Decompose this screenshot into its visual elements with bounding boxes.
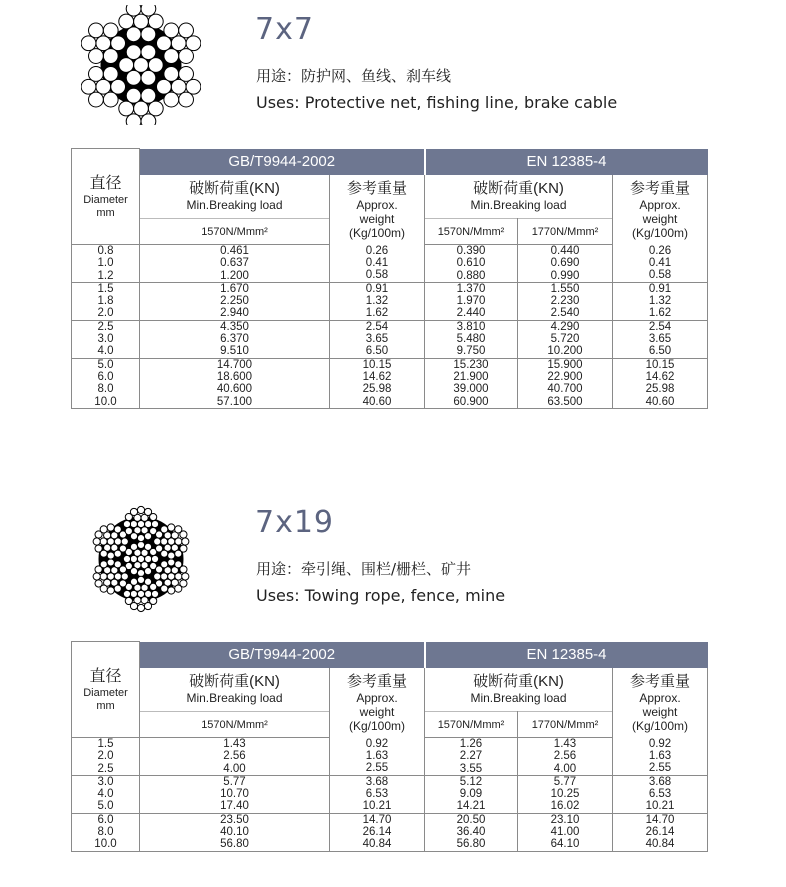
cell-value: 0.26: [648, 244, 672, 257]
cell-value: 2.54: [365, 320, 389, 333]
cell-value: 4.0: [97, 788, 114, 801]
cell-value: 0.610: [456, 257, 486, 270]
cell-value: 1.32: [365, 295, 389, 308]
diameter-header-unit: mm: [96, 206, 115, 219]
en-weight-header: [613, 668, 708, 738]
cell-value: 1.63: [648, 750, 672, 763]
cell-value: 40.700: [547, 383, 583, 396]
gb-weight-cell: [330, 738, 425, 776]
cell-value: 6.370: [220, 333, 249, 346]
cell-value: 10.0: [94, 838, 117, 851]
en-weight-cell: [613, 738, 708, 776]
cell-value: 16.02: [550, 800, 580, 813]
usage-english: Uses: Protective net, fishing line, brake cable: [256, 93, 618, 112]
en-strength-1770: 1770N/Mmm²: [518, 219, 613, 245]
cell-value: 2.55: [648, 762, 672, 775]
cell-value: 1.62: [648, 307, 672, 320]
weight-en1: Approx.: [639, 197, 681, 212]
cell-value: 2.230: [550, 295, 580, 308]
cell-value: 1.370: [456, 282, 486, 295]
weight-en2: weight: [359, 211, 395, 226]
gb-strength-1570: 1570N/Mmm²: [140, 712, 330, 738]
cell-value: 14.70: [645, 813, 675, 826]
cell-value: 2.27: [459, 750, 483, 763]
cell-value: 4.0: [97, 345, 114, 358]
cell-value: 1.670: [220, 282, 249, 295]
cell-value: 5.480: [456, 333, 486, 346]
diameter-header: [72, 642, 140, 738]
cell-value: 10.21: [362, 800, 392, 813]
en-1770-cell: [518, 775, 613, 813]
cell-value: 2.5: [97, 762, 114, 775]
cell-value: 23.50: [220, 813, 249, 826]
usage-chinese: 用途：牵引绳、围栏/栅栏、矿井: [256, 560, 472, 578]
en-breaking-load-header: [425, 668, 613, 712]
cell-value: 1.550: [550, 282, 580, 295]
gb-breaking-load-cell: [140, 738, 330, 776]
cell-value: 3.65: [648, 333, 672, 346]
table-row: [72, 775, 708, 813]
cell-value: 0.637: [220, 257, 249, 270]
cell-value: 10.200: [547, 345, 583, 358]
gb-breaking-load-cell: [140, 775, 330, 813]
breaking-cn: 破断荷重(KN): [189, 180, 280, 198]
cell-value: 1.5: [97, 738, 114, 750]
cell-value: 5.720: [550, 333, 580, 346]
en-1570-cell: [425, 738, 518, 776]
cell-value: 10.15: [362, 358, 392, 371]
cell-value: 56.80: [220, 838, 249, 851]
cell-value: 26.14: [362, 826, 392, 839]
cell-value: 3.68: [365, 775, 389, 788]
cell-value: 1.5: [97, 282, 114, 295]
cell-value: 10.0: [94, 395, 117, 408]
rope-7x19-cross-section-icon: [81, 499, 201, 619]
cell-value: 6.50: [365, 345, 389, 358]
cell-value: 3.68: [648, 775, 672, 788]
cell-value: 9.09: [459, 788, 483, 801]
diameter-cell: [72, 775, 140, 813]
cell-value: 0.91: [648, 282, 672, 295]
cell-value: 3.0: [97, 775, 114, 788]
cell-value: 6.53: [648, 788, 672, 801]
standard-en-header: EN 12385-4: [425, 642, 708, 668]
cell-value: 0.390: [456, 245, 486, 257]
weight-cn: 参考重量: [346, 672, 407, 690]
cell-value: 3.0: [97, 333, 114, 346]
weight-cn: 参考重量: [630, 672, 691, 690]
cell-value: 6.0: [97, 813, 114, 826]
table-row: [72, 738, 708, 776]
cell-value: 36.40: [456, 826, 486, 839]
spec-table: [71, 641, 708, 852]
cell-value: 57.100: [216, 395, 253, 408]
weight-en1: Approx.: [639, 690, 681, 705]
cell-value: 5.12: [459, 775, 483, 788]
weight-en2: weight: [359, 704, 395, 719]
cell-value: 41.00: [550, 826, 580, 839]
cell-value: 5.0: [97, 358, 114, 371]
cell-value: 1.43: [553, 738, 577, 750]
cell-value: 10.25: [550, 788, 580, 801]
weight-en1: Approx.: [356, 197, 398, 212]
breaking-cn: 破断荷重(KN): [473, 180, 564, 198]
gb-breaking-load-cell: [140, 813, 330, 851]
cell-value: 64.10: [550, 838, 580, 851]
cell-value: 10.70: [220, 788, 249, 801]
cell-value: 2.56: [553, 750, 577, 763]
cell-value: 0.91: [365, 282, 389, 295]
cell-value: 39.000: [453, 383, 489, 396]
cell-value: 40.60: [362, 395, 392, 408]
breaking-en: Min.Breaking load: [186, 691, 283, 706]
cell-value: 0.440: [550, 245, 580, 257]
en-weight-cell: [613, 775, 708, 813]
diameter-header-cn: 直径: [89, 667, 122, 685]
cell-value: 2.0: [97, 307, 114, 320]
weight-en3: (Kg/100m): [631, 225, 689, 240]
en-1570-cell: [425, 775, 518, 813]
cell-value: 9.750: [456, 345, 486, 358]
cell-value: 56.80: [456, 838, 486, 851]
cell-value: 1.2: [97, 269, 114, 282]
cell-value: 3.55: [459, 762, 483, 775]
cell-value: 22.900: [547, 370, 583, 383]
weight-cn: 参考重量: [346, 179, 407, 197]
cell-value: 4.290: [550, 320, 580, 333]
cell-value: 21.900: [453, 370, 489, 383]
cell-value: 9.510: [220, 345, 249, 358]
cell-value: 2.540: [550, 307, 580, 320]
cell-value: 4.00: [553, 762, 577, 775]
cell-value: 20.50: [456, 813, 486, 826]
cell-value: 0.990: [550, 269, 580, 282]
cell-value: 0.92: [648, 737, 672, 750]
weight-en3: (Kg/100m): [348, 225, 406, 240]
cell-value: 10.15: [645, 358, 675, 371]
cell-value: 2.56: [223, 750, 246, 763]
gb-weight-cell: [330, 775, 425, 813]
cell-value: 0.41: [648, 257, 672, 270]
cell-value: 14.62: [362, 370, 392, 383]
usage-chinese: 用途：防护网、鱼线、刹车线: [256, 67, 452, 85]
cell-value: 8.0: [97, 383, 114, 396]
cell-value: 0.26: [365, 244, 389, 257]
standard-gb-header: GB/T9944-2002: [140, 149, 425, 175]
weight-en2: weight: [642, 211, 678, 226]
cell-value: 0.92: [365, 737, 389, 750]
cell-value: 0.58: [648, 269, 672, 282]
cell-value: 8.0: [97, 826, 114, 839]
table-row: [72, 813, 708, 851]
standard-en-header: EN 12385-4: [425, 149, 708, 175]
cell-value: 6.53: [365, 788, 389, 801]
cell-value: 5.77: [553, 775, 577, 788]
weight-en3: (Kg/100m): [631, 718, 689, 733]
cell-value: 10.21: [645, 800, 675, 813]
cell-value: 2.940: [220, 307, 249, 320]
cell-value: 5.0: [97, 800, 114, 813]
weight-en1: Approx.: [356, 690, 398, 705]
en-1770-cell: [518, 738, 613, 776]
cell-value: 2.0: [97, 750, 114, 763]
cell-value: 18.600: [216, 370, 253, 383]
cell-value: 4.350: [220, 320, 249, 333]
cell-value: 17.40: [220, 800, 249, 813]
diameter-cell: [72, 738, 140, 776]
cell-value: 40.84: [362, 838, 392, 851]
cell-value: 1.200: [220, 269, 249, 282]
usage-english: Uses: Towing rope, fence, mine: [256, 586, 506, 605]
diameter-header-en: Diameter: [83, 686, 128, 699]
gb-weight-header: [330, 668, 425, 738]
cell-value: 1.62: [365, 307, 389, 320]
cell-value: 0.58: [365, 269, 389, 282]
cell-value: 14.21: [456, 800, 486, 813]
en-1770-cell: [518, 813, 613, 851]
diameter-cell: [72, 813, 140, 851]
cell-value: 1.8: [97, 295, 114, 308]
en-weight-cell: [613, 813, 708, 851]
cell-value: 3.810: [456, 320, 486, 333]
cell-value: 40.84: [645, 838, 675, 851]
breaking-en: Min.Breaking load: [186, 198, 283, 213]
standard-gb-header: GB/T9944-2002: [140, 642, 425, 668]
cell-value: 1.32: [648, 295, 672, 308]
cell-value: 40.600: [216, 383, 253, 396]
weight-cn: 参考重量: [630, 179, 691, 197]
cell-value: 25.98: [362, 383, 392, 396]
diameter-header-cn: 直径: [89, 174, 122, 192]
en-1570-cell: [425, 813, 518, 851]
cell-value: 14.70: [362, 813, 392, 826]
breaking-en: Min.Breaking load: [470, 691, 567, 706]
cell-value: 0.41: [365, 257, 389, 270]
cell-value: 23.10: [550, 813, 580, 826]
cell-value: 2.54: [648, 320, 672, 333]
cell-value: 0.880: [456, 269, 486, 282]
cell-value: 15.900: [547, 358, 583, 371]
cell-value: 4.00: [223, 762, 246, 775]
cell-value: 2.55: [365, 762, 389, 775]
cell-value: 14.700: [216, 358, 253, 371]
cell-value: 40.60: [645, 395, 675, 408]
en-strength-1570: 1570N/Mmm²: [425, 219, 518, 245]
gb-breaking-load-header: [140, 668, 330, 712]
breaking-cn: 破断荷重(KN): [473, 673, 564, 691]
cell-value: 26.14: [645, 826, 675, 839]
diameter-header-en: Diameter: [83, 193, 128, 206]
breaking-cn: 破断荷重(KN): [189, 673, 280, 691]
cell-value: 0.690: [550, 257, 580, 270]
cell-value: 14.62: [645, 370, 675, 383]
gb-strength-1570: 1570N/Mmm²: [140, 219, 330, 245]
cell-value: 15.230: [453, 358, 489, 371]
cell-value: 5.77: [223, 775, 246, 788]
cell-value: 6.0: [97, 370, 114, 383]
cell-value: 2.5: [97, 320, 114, 333]
cell-value: 1.63: [365, 750, 389, 763]
cell-value: 0.8: [97, 245, 114, 257]
cell-value: 40.10: [220, 826, 249, 839]
cell-value: 63.500: [547, 395, 583, 408]
cell-value: 3.65: [365, 333, 389, 346]
gb-weight-cell: [330, 813, 425, 851]
cell-value: 1.970: [456, 295, 486, 308]
breaking-en: Min.Breaking load: [470, 198, 567, 213]
cell-value: 1.43: [223, 738, 246, 750]
cell-value: 6.50: [648, 345, 672, 358]
diameter-header-unit: mm: [96, 699, 115, 712]
section-title: 7x7: [255, 12, 314, 47]
weight-en2: weight: [642, 704, 678, 719]
cell-value: 60.900: [453, 395, 489, 408]
cell-value: 2.440: [456, 307, 486, 320]
en-strength-1770: 1770N/Mmm²: [518, 712, 613, 738]
cell-value: 0.461: [220, 245, 249, 257]
cell-value: 1.0: [97, 257, 114, 270]
section-title: 7x19: [255, 505, 335, 540]
cell-value: 1.26: [459, 738, 483, 750]
en-strength-1570: 1570N/Mmm²: [425, 712, 518, 738]
cell-value: 2.250: [220, 295, 249, 308]
weight-en3: (Kg/100m): [348, 718, 406, 733]
cell-value: 25.98: [645, 383, 675, 396]
spec-table-body: [72, 738, 708, 852]
